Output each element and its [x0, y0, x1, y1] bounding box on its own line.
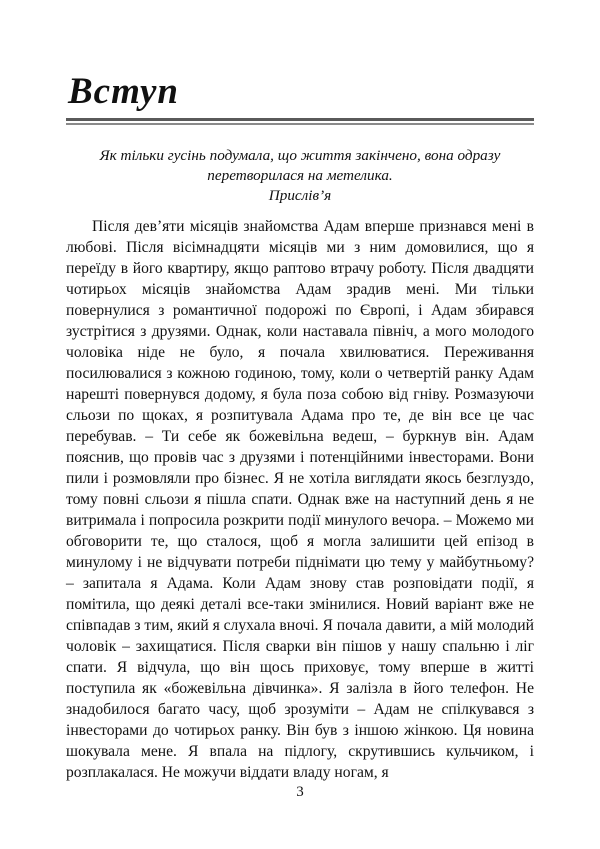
epigraph-quote-line-2: перетворилася на метелика.: [207, 167, 393, 184]
divider-line-bottom: [66, 123, 534, 125]
epigraph-source: Прислів’я: [268, 187, 332, 204]
chapter-title: Вступ: [68, 71, 179, 112]
divider-line-top: [66, 118, 534, 121]
epigraph-quote-line-1: Як тільки гусінь подумала, що життя закінчено, вона одразу: [99, 147, 501, 164]
page-number: 3: [296, 784, 304, 800]
body-paragraph: Після дев’яти місяців знайомства Адам вперше признався мені в любові. Після вісімнадцяти місяців ми з ним домовилися, що я переїду в його квартиру, якщо раптово втрачу роботу. Після двадцяти чотирьох місяців знайомства Адам зрадив мені. Ми тільки повернулися з романтичної подорожі по Європі, і Адам збирався зустрітися з друзями. Однак, коли наставала північ, а мого молодого чоловіка ніде не було, я почала хвилюватися. Переживання посилювалися з кожною годиною, тому, коли о четвертій ранку Адам нарешті повернувся додому, я була поза собою від гніву. Розмазуючи сльози по щоках, я розпитувала Адама про те, де він все це час перебував. – Ти себе як божевільна ведеш, – буркнув він. Адам пояснив, що провів час з друзями і потенційними інвесторами. Вони пили і розмовляли про бізнес. Я не хотіла виглядати якось безглуздо, тому повні сльози я пішла спати. Однак вже на наступний день я не витримала і попросила розкрити події минулого вечора. – Можемо ми обговорити те, що сталося, щоб я могла залишити цей епізод в минулому і не відчувати потреби піднімати цю тему у майбутньому? – запитала я Адама. Коли Адам знову став розповідати події, я помітила, що деякі деталі все-таки змінилися. Новий варіант вже не співпадав з тим, який я слухала вночі. Я почала давити, а мій молодий чоловік – захищатися. Після сварки він пішов у нашу спальню і ліг спати. Я відчула, що він щось приховує, тому вперше в житті поступила як «божевільна дівчинка». Я залізла в його телефон. Не знадобилося багато часу, щоб зрозуміти – Адам не спілкувався з інвесторами до чотирьох ранку. Він був з іншою жінкою. Ця новина шокувала мене. Я впала на підлогу, скрутившись кульчиком, і розплакалася. Не можучи віддати владу ногам, я: [66, 218, 534, 781]
epigraph: [66, 146, 534, 206]
title-divider: [66, 118, 534, 127]
